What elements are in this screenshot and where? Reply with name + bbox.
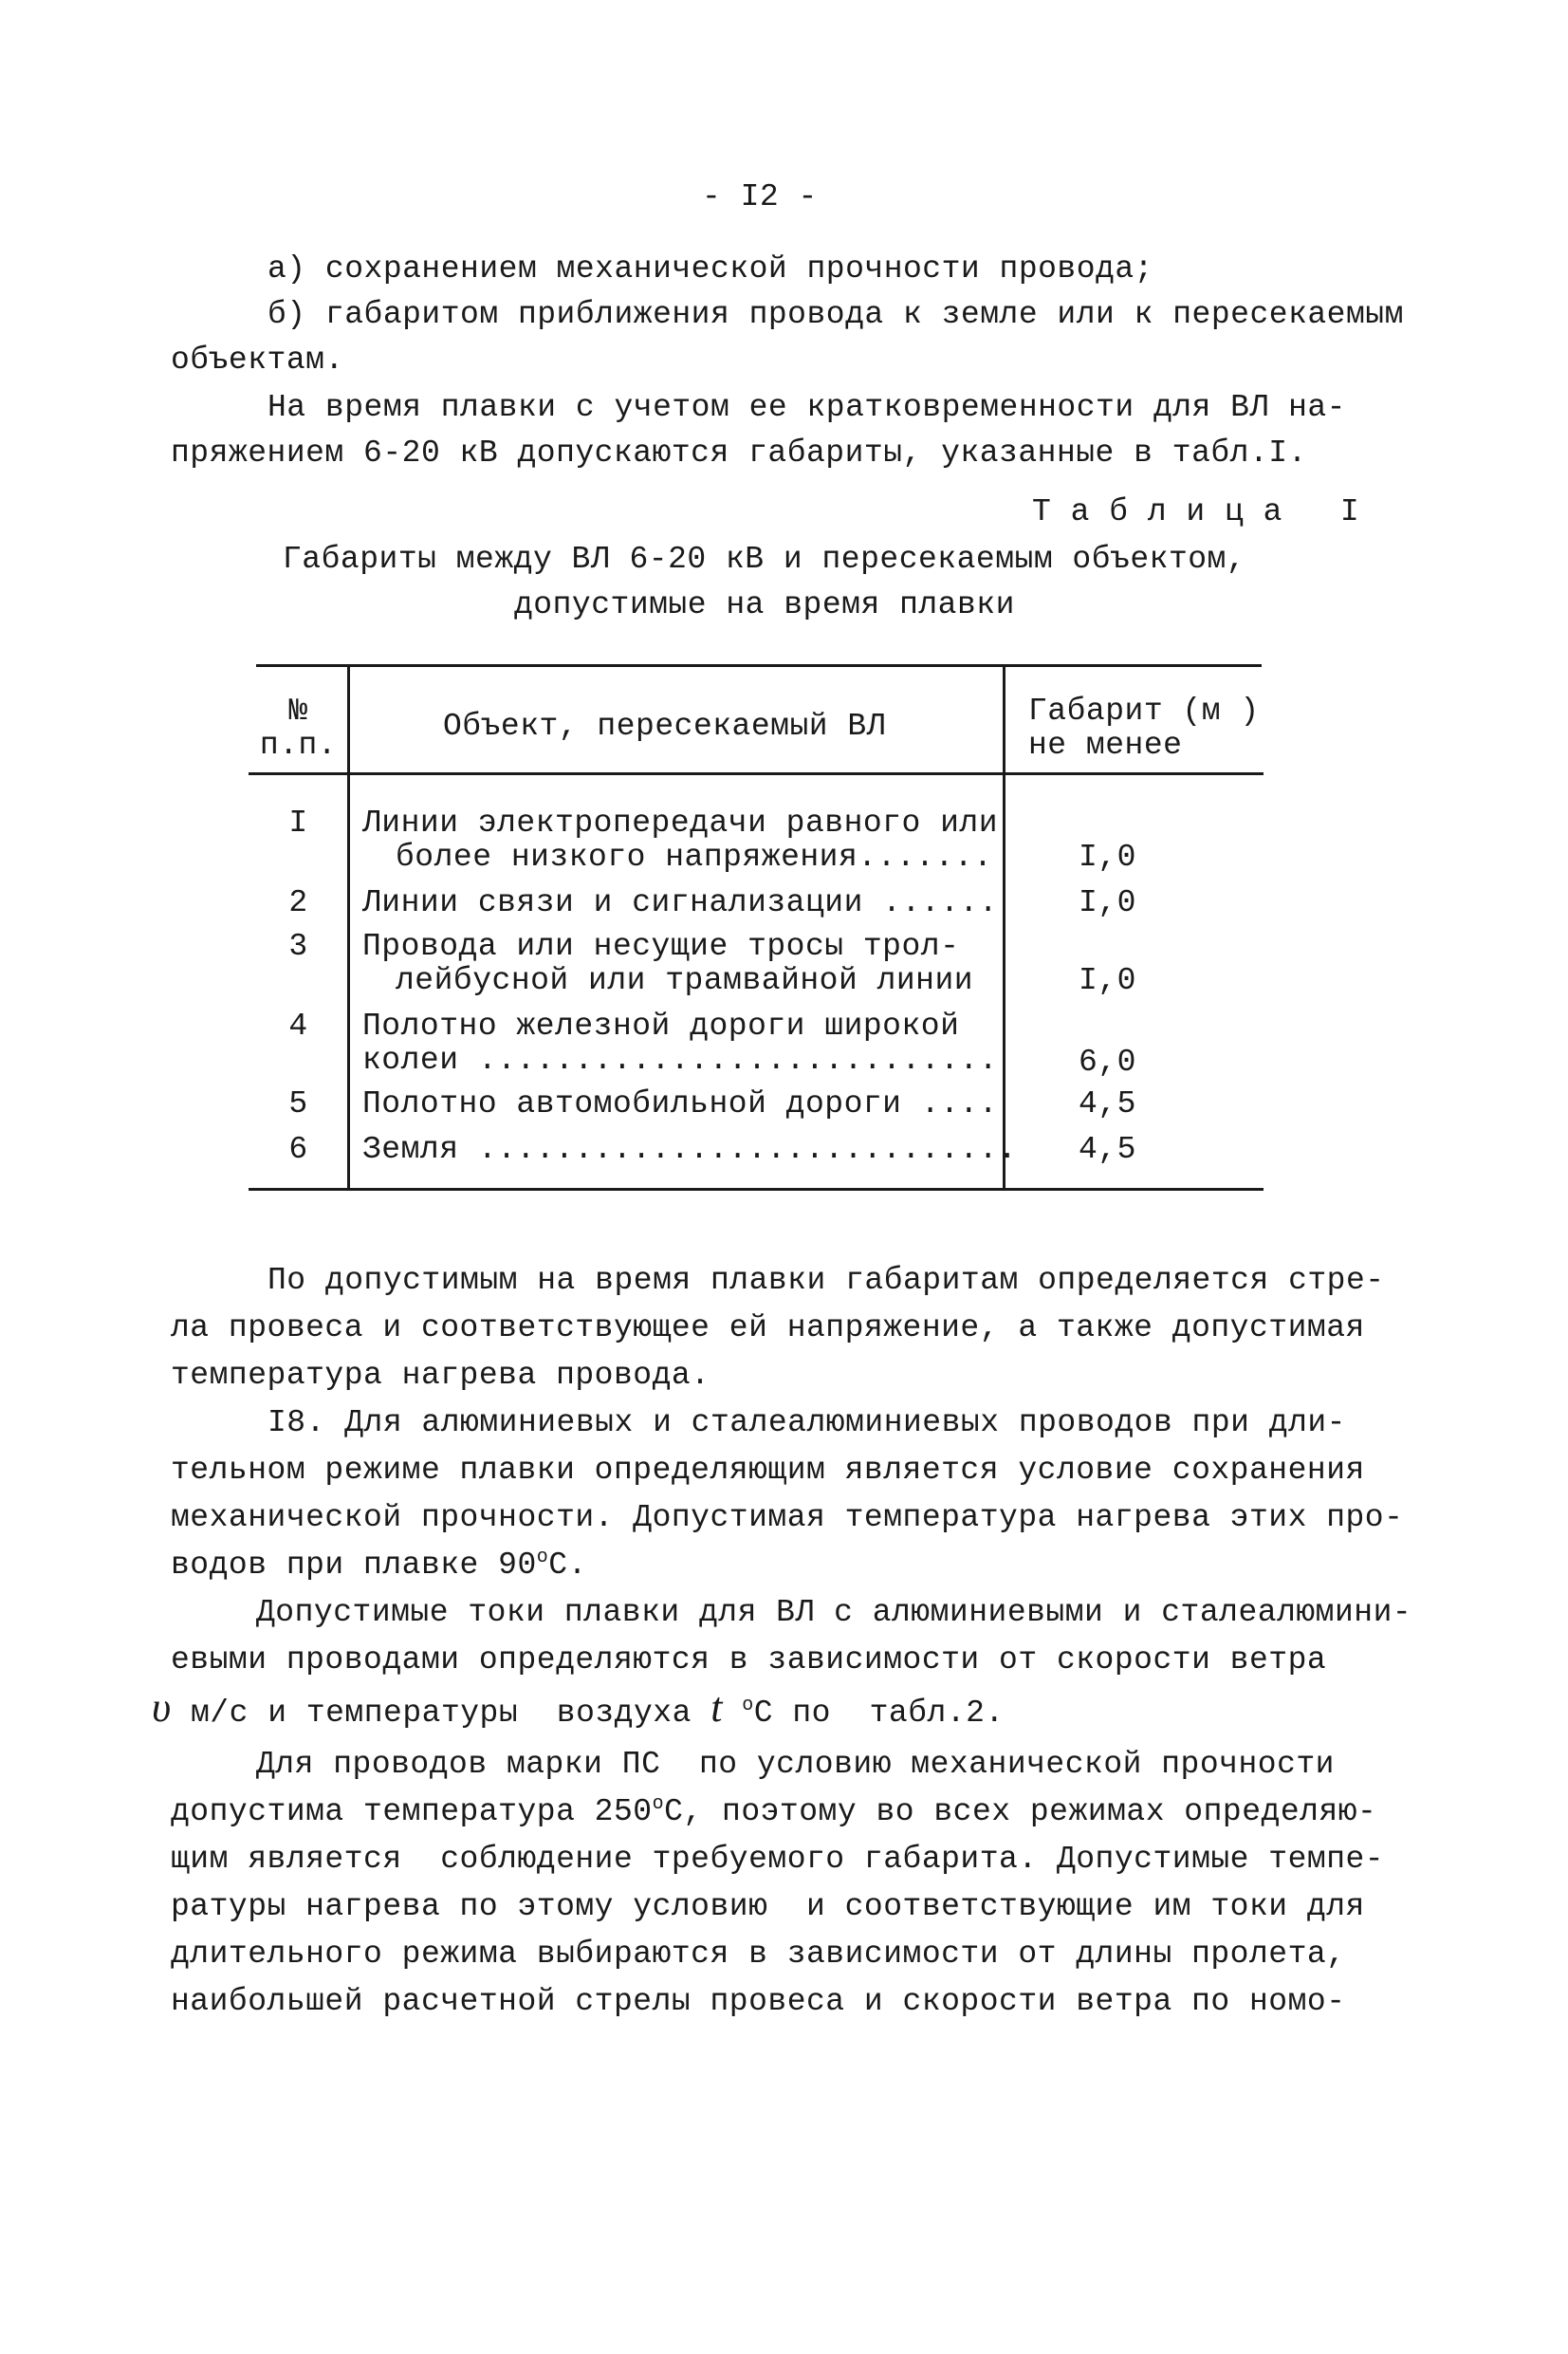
- paragraph-line: [171, 1547, 587, 1585]
- row-num: I: [288, 806, 308, 841]
- paragraph-line: длительного режима выбираются в зависимости от длины пролета,: [171, 1937, 1346, 1972]
- paragraph-line: [152, 1684, 1005, 1733]
- paragraph-text: м/с и температуры воздуха: [171, 1696, 711, 1731]
- paragraph-line: наибольшей расчетной стрелы провеса и скорости ветра по номо-: [171, 1984, 1346, 2019]
- unit-text: С.: [548, 1548, 587, 1583]
- row-num: 5: [288, 1086, 308, 1121]
- paragraph-line: По допустимым на время плавки габаритам определяется стре-: [267, 1263, 1385, 1298]
- row-text-cont: лейбусной или трамвайной линии: [396, 963, 974, 998]
- paragraph-text: С, поэтому во всех режимах определяю-: [664, 1794, 1377, 1829]
- paragraph-line: тельном режиме плавки определяющим является условие сохранения: [171, 1453, 1365, 1488]
- table-top-rule: [256, 664, 1262, 667]
- row-num: 3: [288, 929, 308, 964]
- paragraph-line: температура нагрева провода.: [171, 1358, 710, 1393]
- table-bottom-rule: [249, 1188, 1264, 1191]
- header-num-line1: №: [288, 694, 308, 729]
- table-caption: допустимые на время плавки: [514, 587, 1015, 622]
- row-value: I,0: [1079, 963, 1136, 998]
- row-num: 2: [288, 885, 308, 920]
- degree-sign: о: [652, 1793, 665, 1815]
- header-num-line2: п.п.: [259, 728, 338, 763]
- paragraph-line: На время плавки с учетом ее кратковременности для ВЛ на-: [267, 390, 1346, 425]
- row-num: 4: [288, 1009, 308, 1044]
- row-value: I,0: [1079, 840, 1136, 875]
- table-caption: Габариты между ВЛ 6-20 кВ и пересекаемым объектом,: [283, 542, 1246, 577]
- header-clearance-line1: Габарит (м ): [1028, 694, 1260, 729]
- degree-sign: о: [742, 1695, 754, 1716]
- row-text-cont: колеи ...........................: [362, 1043, 999, 1078]
- row-text-cont: более низкого напряжения.......: [396, 840, 993, 875]
- row-value: I,0: [1079, 885, 1136, 920]
- paragraph-line: ла провеса и соответствующее ей напряжение, а также допустимая: [171, 1310, 1365, 1345]
- degree-sign: о: [536, 1547, 549, 1568]
- list-item-b: б) габаритом приближения провода к земле или к пересекаемым: [267, 297, 1404, 332]
- row-num: 6: [288, 1132, 308, 1167]
- row-text: Линии электропередачи равного или: [362, 806, 999, 841]
- paragraph-line: пряжением 6-20 кВ допускаются габариты, указанные в табл.I.: [171, 436, 1307, 471]
- paragraph-text: водов при плавке 90: [171, 1548, 537, 1583]
- list-item-a: а) сохранением механической прочности провода;: [267, 251, 1153, 287]
- page-number: - I2 -: [702, 179, 818, 214]
- table-label: Т а б л и ц а I: [1032, 494, 1360, 529]
- row-text: Провода или несущие тросы трол-: [362, 929, 960, 964]
- clearance-table: [249, 664, 1264, 1194]
- list-item-b-cont: объектам.: [171, 343, 344, 378]
- row-text: Полотно автомобильной дороги ....: [362, 1086, 999, 1121]
- paragraph-line: Для проводов марки ПС по условию механической прочности: [256, 1747, 1335, 1782]
- paragraph-line: [171, 1793, 1376, 1831]
- paragraph-text: [723, 1696, 742, 1731]
- row-value: 6,0: [1079, 1045, 1136, 1080]
- header-clearance-line2: не менее: [1028, 728, 1183, 763]
- row-value: 4,5: [1079, 1086, 1136, 1121]
- paragraph-text: С по табл.2.: [753, 1696, 1005, 1731]
- paragraph-line: I8. Для алюминиевых и сталеалюминиевых проводов при дли-: [267, 1405, 1346, 1440]
- paragraph-line: евыми проводами определяются в зависимости от скорости ветра: [171, 1642, 1327, 1677]
- table-col-divider: [1003, 664, 1005, 1191]
- paragraph-line: Допустимые токи плавки для ВЛ с алюминиевыми и сталеалюмини-: [256, 1595, 1412, 1630]
- header-object: Объект, пересекаемый ВЛ: [443, 709, 886, 744]
- row-value: 4,5: [1079, 1132, 1136, 1167]
- paragraph-line: щим является соблюдение требуемого габарита. Допустимые темпе-: [171, 1842, 1385, 1877]
- row-text: Земля ............................: [362, 1132, 1018, 1167]
- paragraph-text: допустима температура 250: [171, 1794, 653, 1829]
- temperature-symbol: t: [710, 1684, 723, 1731]
- paragraph-line: ратуры нагрева по этому условию и соответствующие им токи для: [171, 1889, 1365, 1924]
- velocity-symbol: υ: [152, 1684, 172, 1731]
- row-text: Линии связи и сигнализации ......: [362, 885, 999, 920]
- row-text: Полотно железной дороги широкой: [362, 1009, 960, 1044]
- table-header-rule: [249, 772, 1264, 775]
- paragraph-line: механической прочности. Допустимая температура нагрева этих про-: [171, 1500, 1404, 1535]
